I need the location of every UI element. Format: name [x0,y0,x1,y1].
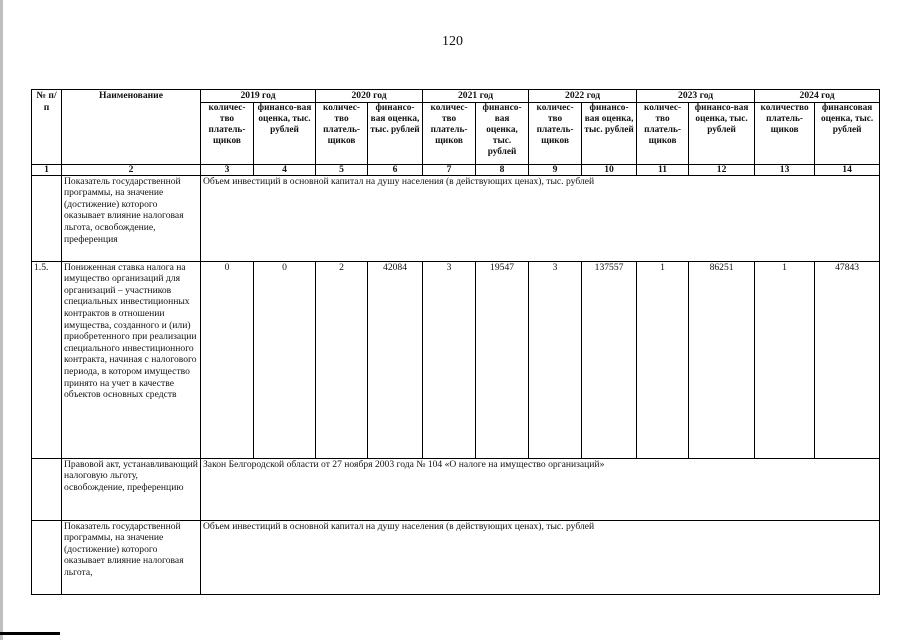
column-number-row [32,164,880,175]
row-number-empty [32,520,62,594]
scan-edge-mark [0,0,3,640]
value-cell: 0 [201,261,254,458]
column-number: 7 [423,164,476,175]
header-sub-c8: финансо-вая оценка, тыс. рублей [476,102,529,164]
indicator-text: Объем инвестиций в основной капитал на душу населения (в действующих ценах), тыс. рублей [201,175,880,261]
indicator-row [32,175,880,261]
column-number: 2 [62,164,201,175]
value-cell: 2 [316,261,368,458]
benefit-row-1-5 [32,261,880,458]
header-sub-c4: финансо-вая оценка, тыс. рублей [254,102,316,164]
column-number: 10 [582,164,637,175]
row-number-empty [32,458,62,520]
indicator-row [32,520,880,594]
column-number: 8 [476,164,529,175]
header-sub-c13: количество платель-щиков [755,102,815,164]
value-cell: 86251 [689,261,755,458]
header-sub-c11: количес-тво платель-щиков [637,102,689,164]
header-year-row [32,90,880,103]
column-number: 11 [637,164,689,175]
value-cell: 47843 [815,261,880,458]
value-cell: 3 [529,261,582,458]
header-year-2022: 2022 год [529,90,637,103]
header-year-2024: 2024 год [755,90,880,103]
column-number: 6 [368,164,423,175]
value-cell: 137557 [582,261,637,458]
column-number: 9 [529,164,582,175]
row-number: 1.5. [32,261,62,458]
legal-act-label: Правовой акт, устанавливающий налоговую льготу, освобождение, преференцию [62,458,201,520]
value-cell: 42084 [368,261,423,458]
legal-act-row [32,458,880,520]
legal-act-text: Закон Белгородской области от 27 ноября 2003 года № 104 «О налоге на имущество организаций» [201,458,880,520]
value-cell: 1 [637,261,689,458]
header-no: № п/п [32,90,62,165]
value-cell: 3 [423,261,476,458]
column-number: 13 [755,164,815,175]
header-year-2020: 2020 год [316,90,423,103]
column-number: 14 [815,164,880,175]
row-number-empty [32,175,62,261]
indicator-label: Показатель государственной программы, на значение (достижение) которого оказывает влияние налоговая льгота, освобождение, преференция [62,175,201,261]
header-year-2023: 2023 год [637,90,755,103]
header-sub-c10: финансо-вая оценка, тыс. рублей [582,102,637,164]
indicator-text: Объем инвестиций в основной капитал на душу населения (в действующих ценах), тыс. рублей [201,520,880,594]
tax-benefit-table [31,89,880,595]
value-cell: 19547 [476,261,529,458]
benefit-label: Пониженная ставка налога на имущество организаций для организаций – участников специальных инвестиционных контрактов в отношении имущества, созданного и (или) приобретенного при реализации специального инвестиционного контракта, начиная с налогового периода, в котором имущество принято на учет в качестве объектов основных средств [62,261,201,458]
page-number: 120 [442,34,463,49]
header-sub-c6: финансо-вая оценка, тыс. рублей [368,102,423,164]
header-year-2019: 2019 год [201,90,316,103]
column-number: 12 [689,164,755,175]
header-sub-c9: количес-тво платель-щиков [529,102,582,164]
column-number: 1 [32,164,62,175]
indicator-label: Показатель государственной программы, на значение (достижение) которого оказывает влияние налоговая льгота, [62,520,201,594]
scan-edge-mark [0,632,60,635]
column-number: 4 [254,164,316,175]
header-sub-c12: финансо-вая оценка, тыс. рублей [689,102,755,164]
column-number: 3 [201,164,254,175]
value-cell: 1 [755,261,815,458]
header-sub-c14: финансовая оценка, тыс. рублей [815,102,880,164]
header-sub-c7: количес-тво платель-щиков [423,102,476,164]
column-number: 5 [316,164,368,175]
header-year-2021: 2021 год [423,90,529,103]
header-sub-c5: количес-тво платель-щиков [316,102,368,164]
header-name: Наименование [62,90,201,165]
value-cell: 0 [254,261,316,458]
header-sub-c3: количес-тво платель-щиков [201,102,254,164]
